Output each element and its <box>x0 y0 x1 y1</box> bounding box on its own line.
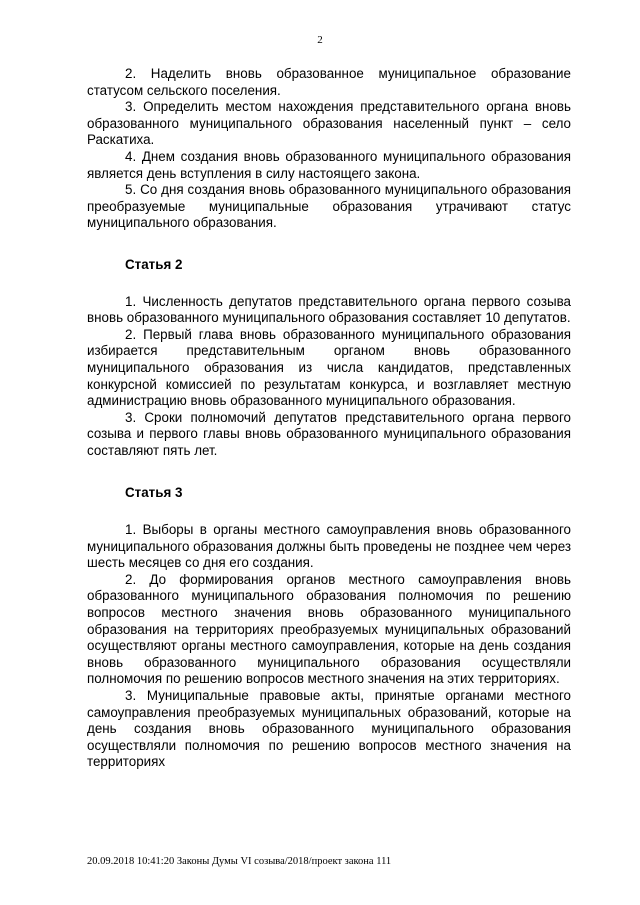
paragraph-1-2: 2. Наделить вновь образованное муниципальное образование статусом сельского поселения. <box>87 66 571 98</box>
page-number: 2 <box>317 34 323 46</box>
paragraph-1-3: 3. Определить местом нахождения представительного органа вновь образованного муниципального образования населенный пункт – село Раскатиха. <box>87 99 571 148</box>
paragraph-3-1: 1. Выборы в органы местного самоуправления вновь образованного муниципального образования должны быть проведены не позднее чем через шесть месяцев со дня его создания. <box>87 522 571 571</box>
paragraph-3-2: 2. До формирования органов местного самоуправления вновь образованного муниципального образования полномочия по решению вопросов местного значения вновь образованного муниципального образования на территориях преобразуемых муниципальных образований осуществляют органы местного самоуправления, которые на день создания вновь образованного муниципального образования осуществляли полномочия по решению вопросов местного значения на этих территориях. <box>87 571 571 687</box>
document-body <box>87 66 571 771</box>
paragraph-2-2: 2. Первый глава вновь образованного муниципального образования избирается представительным органом вновь образованного муниципального образования из числа кандидатов, представленных конкурсной комиссией по результатам конкурса, и возглавляет местную администрацию вновь образованного муниципального образования. <box>87 326 571 409</box>
article-2-heading: Статья 2 <box>125 256 183 272</box>
paragraph-2-1: 1. Численность депутатов представительного органа первого созыва вновь образованного муниципального образования составляет 10 депутатов. <box>87 293 571 326</box>
paragraph-1-4: 4. Днем создания вновь образованного муниципального образования является день вступления в силу настоящего закона. <box>87 148 571 181</box>
paragraph-3-3: 3. Муниципальные правовые акты, принятые органами местного самоуправления преобразуемых муниципальных образований, которые на день создания вновь образованного муниципального образования осуществляли полномочия по решению вопросов местного значения на территориях <box>87 688 571 770</box>
footer-meta: 20.09.2018 10:41:20 Законы Думы VI созыва/2018/проект закона 111 <box>87 856 392 867</box>
article-3-heading: Статья 3 <box>125 485 183 501</box>
paragraph-1-5: 5. Со дня создания вновь образованного муниципального образования преобразуемые муниципальные образования утрачивают статус муниципального образования. <box>87 182 571 231</box>
paragraph-2-3: 3. Сроки полномочий депутатов представительного органа первого созыва и первого главы вновь образованного муниципального образования составляют пять лет. <box>87 409 571 458</box>
